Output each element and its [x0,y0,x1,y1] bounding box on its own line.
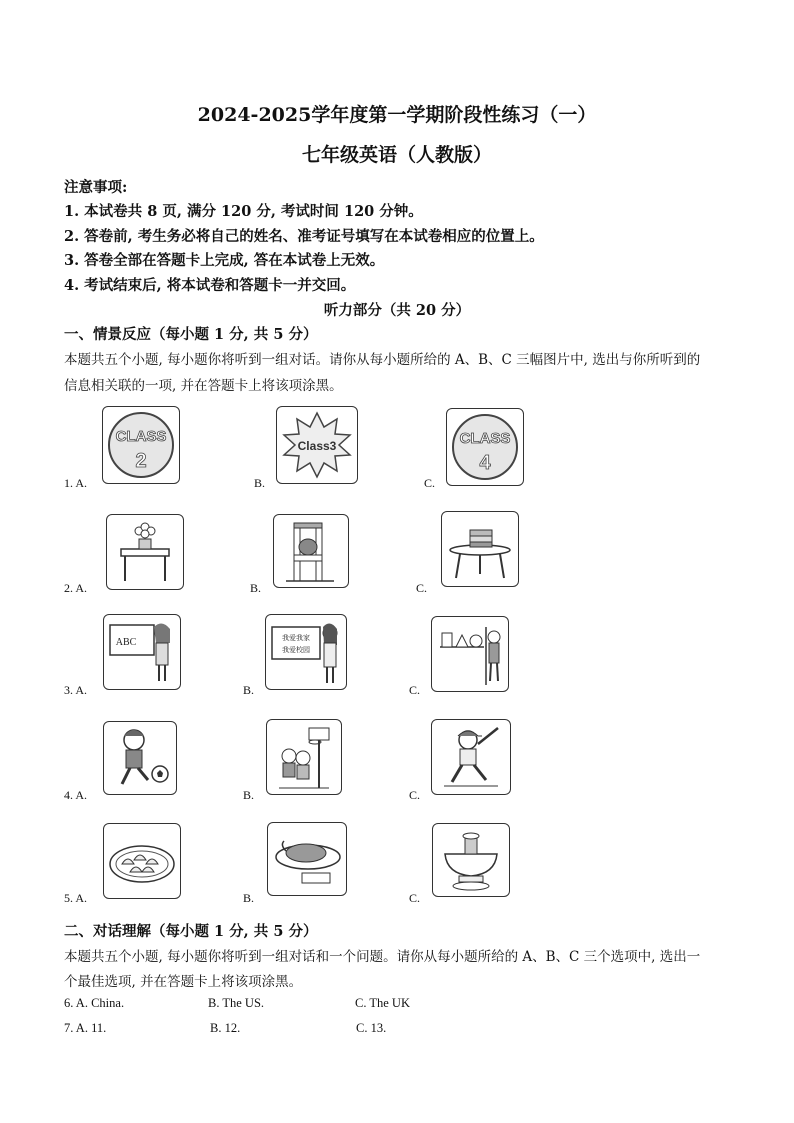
q1-c-number-text: 4 [479,452,491,474]
q1-option-c-label: C. [424,476,436,490]
q3-option-a-label: 3. A. [64,683,88,697]
q7-option-a[interactable]: 7. A. 11. [64,1021,107,1035]
q2-option-b-label: B. [250,581,262,595]
q4-option-c-image[interactable] [431,719,511,795]
q1-option-a-label: 1. A. [64,476,88,490]
section2-instructions: 本题共五个小题, 每小题你将听到一组对话和一个问题。请你从每小题所给的 A、B、C 三个选项中, 选出一 [64,949,701,965]
q3-b-board-text-2: 我爱校园 [282,646,310,654]
q5-option-b-label: B. [243,891,255,905]
q1-a-class-text: CLASS [115,428,167,445]
q1-option-b-label: B. [254,476,266,490]
q3-a-board-text: ABC [115,637,137,648]
q6-option-b[interactable]: B. The US. [208,996,265,1010]
exam-subtitle: 七年级英语（人教版） [301,144,492,166]
listening-header: 听力部分（共 20 分） [323,302,471,319]
q6-option-a[interactable]: 6. A. China. [64,996,125,1010]
q5-option-a-image[interactable] [103,823,181,899]
q7-option-c[interactable]: C. 13. [356,1021,387,1035]
note-item: 2. 答卷前, 考生务必将自己的姓名、准考证号填写在本试卷相应的位置上。 [64,228,544,245]
note-item: 3. 答卷全部在答题卡上完成, 答在本试卷上无效。 [64,252,385,269]
section2-instructions: 个最佳选项, 并在答题卡上将该项涂黑。 [64,974,303,990]
q3-option-c-image[interactable] [431,616,509,692]
q5-option-a-label: 5. A. [64,891,88,905]
q7-option-b[interactable]: B. 12. [210,1021,241,1035]
q5-option-b-image[interactable] [267,822,347,896]
q3-option-a-image[interactable] [103,614,181,690]
q5-option-c-image[interactable] [432,823,510,897]
q3-option-b-image[interactable] [265,614,347,690]
q3-b-board-text-1: 我爱我家 [282,634,310,642]
q3-option-b-label: B. [243,683,255,697]
q6-option-c[interactable]: C. The UK [355,996,410,1010]
q1-option-b-image[interactable] [276,406,358,484]
q1-a-number-text: 2 [135,450,147,472]
q3-option-c-label: C. [409,683,421,697]
q1-c-class-text: CLASS [459,430,511,447]
exam-title: 2024-2025学年度第一学期阶段性练习（一） [197,104,597,126]
q2-option-c-label: C. [416,581,428,595]
q4-option-a-label: 4. A. [64,788,88,802]
q5-option-c-label: C. [409,891,421,905]
q2-option-b-image[interactable] [273,514,349,588]
note-item: 4. 考试结束后, 将本试卷和答题卡一并交回。 [64,277,356,294]
section1-instructions: 本题共五个小题, 每小题你将听到一组对话。请你从每小题所给的 A、B、C 三幅图片中, 选出与你所听到的 [64,352,701,368]
q2-option-a-image[interactable] [106,514,184,590]
section1-instructions: 信息相关联的一项, 并在答题卡上将该项涂黑。 [64,378,343,394]
q4-option-a-image[interactable] [103,721,177,795]
q4-option-b-label: B. [243,788,255,802]
section2-heading: 二、对话理解（每小题 1 分, 共 5 分） [64,923,318,940]
note-item: 1. 本试卷共 8 页, 满分 120 分, 考试时间 120 分钟。 [64,203,423,220]
q1-b-class-text: Class3 [297,439,337,453]
q4-option-b-image[interactable] [266,719,342,795]
q1-option-c-image[interactable] [446,408,524,486]
q2-option-c-image[interactable] [441,511,519,587]
notes-heading: 注意事项: [64,179,128,196]
q4-option-c-label: C. [409,788,421,802]
q2-option-a-label: 2. A. [64,581,88,595]
q1-option-a-image[interactable] [102,406,180,484]
section1-heading: 一、情景反应（每小题 1 分, 共 5 分） [64,326,318,343]
